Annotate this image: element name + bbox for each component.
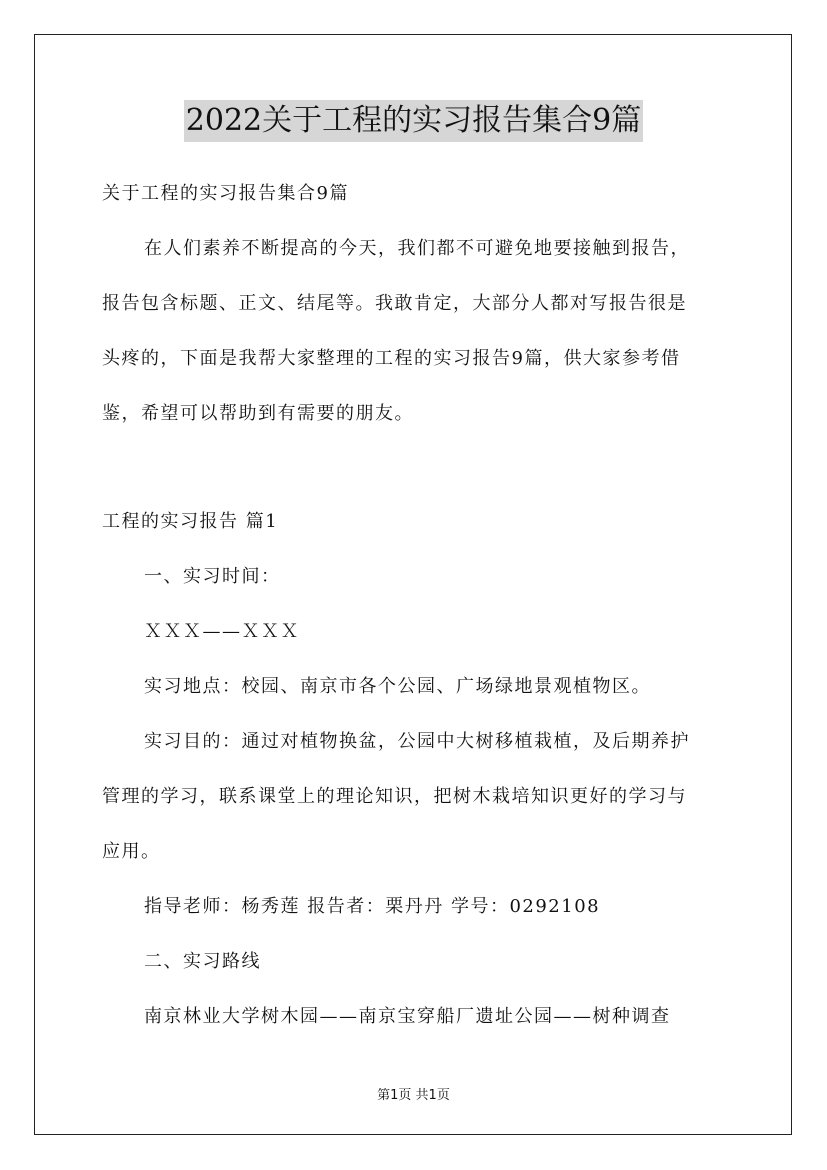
paragraph-line: 指导老师：杨秀莲 报告者：栗丹丹 学号：0292108 — [144, 896, 601, 917]
paragraph-line: 一、实习时间： — [144, 566, 281, 587]
paragraph-line: 二、实习路线 — [144, 951, 261, 972]
paragraph-line: 实习地点：校园、南京市各个公园、广场绿地景观植物区。 — [144, 676, 651, 697]
paragraph-line: 鉴，希望可以帮助到有需要的朋友。 — [102, 403, 414, 424]
paragraph-line: 实习目的：通过对植物换盆，公园中大树移植栽植，及后期养护 — [144, 731, 690, 752]
paragraph-line: 在人们素养不断提高的今天，我们都不可避免地要接触到报告， — [144, 238, 690, 259]
paragraph-line: 报告包含标题、正文、结尾等。我敢肯定，大部分人都对写报告很是 — [102, 293, 687, 314]
document-title: 2022关于工程的实习报告集合9篇 — [184, 100, 643, 142]
document-body — [102, 166, 730, 1044]
page-number-footer: 第1页 共1页 — [377, 1088, 450, 1103]
paragraph-line: 头疼的，下面是我帮大家整理的工程的实习报告9篇，供大家参考借 — [102, 348, 681, 369]
subtitle-line: 关于工程的实习报告集合9篇 — [102, 183, 349, 204]
paragraph-line: ＸＸＸ——ＸＸＸ — [144, 621, 300, 642]
paragraph-line: 应用。 — [102, 841, 161, 862]
title-container — [0, 100, 827, 142]
section-heading: 工程的实习报告 篇1 — [102, 511, 279, 532]
paragraph-line: 管理的学习，联系课堂上的理论知识，把树木栽培知识更好的学习与 — [102, 786, 687, 807]
blank-spacer — [102, 441, 730, 494]
paragraph-line: 南京林业大学树木园——南京宝穿船厂遗址公园——树种调查 — [144, 1006, 671, 1027]
